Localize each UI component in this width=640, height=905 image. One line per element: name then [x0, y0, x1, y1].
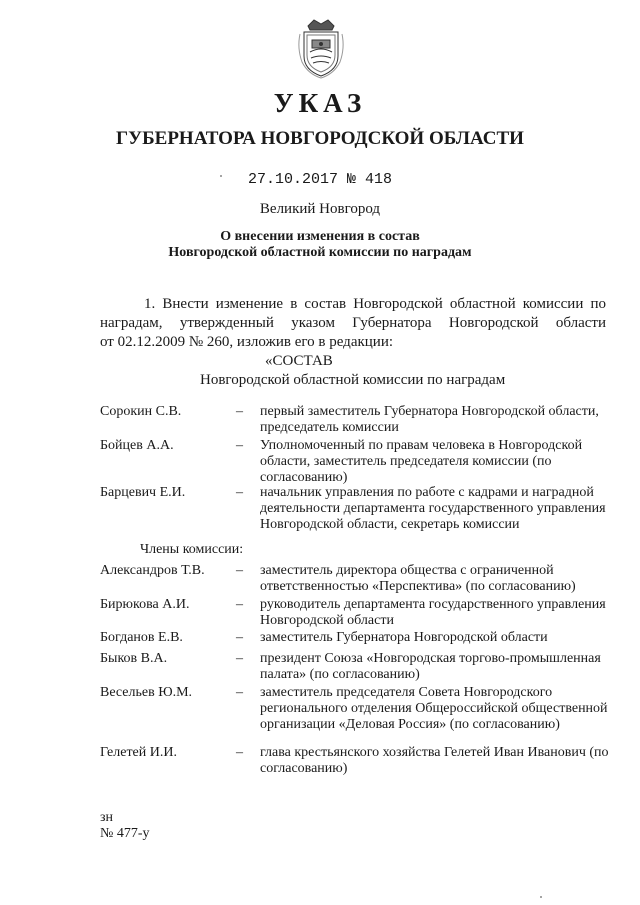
member-name: Весельев Ю.М.: [100, 685, 193, 700]
city: Великий Новгород: [259, 201, 381, 217]
heading-line-2: Новгородской областной комиссии по наградам: [168, 245, 472, 260]
dash: –: [236, 438, 243, 453]
dash: –: [236, 597, 243, 612]
document-subtitle: ГУБЕРНАТОРА НОВГОРОДСКОЙ ОБЛАСТИ: [116, 128, 524, 149]
member-position: начальник управления по работе с кадрами и наградной деятельности департамента государственного управления Новгородской области, секретарь комиссии: [260, 485, 606, 532]
scan-speck: [220, 175, 222, 177]
member-position: первый заместитель Губернатора Новгородской области, председатель комиссии: [260, 404, 599, 435]
member-name: Барцевич Е.И.: [100, 485, 186, 500]
executor-initials: зн: [100, 810, 114, 825]
document-title: УКАЗ: [273, 88, 367, 118]
dash: –: [236, 563, 243, 578]
composition-subtitle: Новгородской областной комиссии по наградам: [200, 372, 506, 388]
member-position: заместитель председателя Совета Новгородского регионального отделения Общероссийской общественной организации «Деловая Россия» (по согласованию): [260, 685, 608, 732]
dash: –: [236, 745, 243, 760]
member-name: Сорокин С.В.: [100, 404, 182, 419]
dash: –: [236, 485, 243, 500]
member-position: Уполномоченный по правам человека в Новгородской области, заместитель председателя комиссии (по согласованию): [260, 438, 583, 485]
document-footer: [100, 810, 150, 842]
paragraph-line-2: наградам, утвержденный указом Губернатора Новгородской области: [100, 315, 606, 331]
scan-speck: [540, 896, 542, 898]
novgorod-coat-of-arms-icon: [296, 18, 346, 80]
member-name: Александров Т.В.: [100, 563, 205, 578]
member-position: руководитель департамента государственного управления Новгородской области: [260, 597, 606, 628]
dash: –: [236, 630, 243, 645]
paragraph-line-3: от 02.12.2009 № 260, изложив его в редакции:: [100, 334, 394, 350]
main-paragraph: [100, 295, 606, 352]
decree-heading: [0, 229, 640, 261]
dash: –: [236, 685, 243, 700]
composition-title: «СОСТАВ: [265, 353, 333, 369]
member-name: Бирюкова А.И.: [100, 597, 190, 612]
member-name: Бойцев А.А.: [100, 438, 174, 453]
date-number: 27.10.2017 № 418: [247, 171, 393, 188]
member-position: заместитель Губернатора Новгородской области: [260, 630, 548, 645]
member-position: глава крестьянского хозяйства Гелетей Иван Иванович (по согласованию): [260, 745, 609, 776]
heading-line-1: О внесении изменения в состав: [220, 229, 420, 244]
dash: –: [236, 404, 243, 419]
members-header: Члены комиссии:: [140, 542, 244, 557]
member-name: Богданов Е.В.: [100, 630, 183, 645]
composition-heading: [0, 352, 640, 390]
member-position: президент Союза «Новгородская торгово-промышленная палата» (по согласованию): [260, 651, 601, 682]
paragraph-line-1: 1. Внести изменение в состав Новгородской областной комиссии по: [144, 296, 606, 312]
registration-number: № 477-у: [100, 826, 150, 841]
member-position: заместитель директора общества с ограниченной ответственностью «Перспектива» (по согласованию): [260, 563, 576, 594]
dash: –: [236, 651, 243, 666]
member-name: Гелетей И.И.: [100, 745, 177, 760]
member-name: Быков В.А.: [100, 651, 168, 666]
